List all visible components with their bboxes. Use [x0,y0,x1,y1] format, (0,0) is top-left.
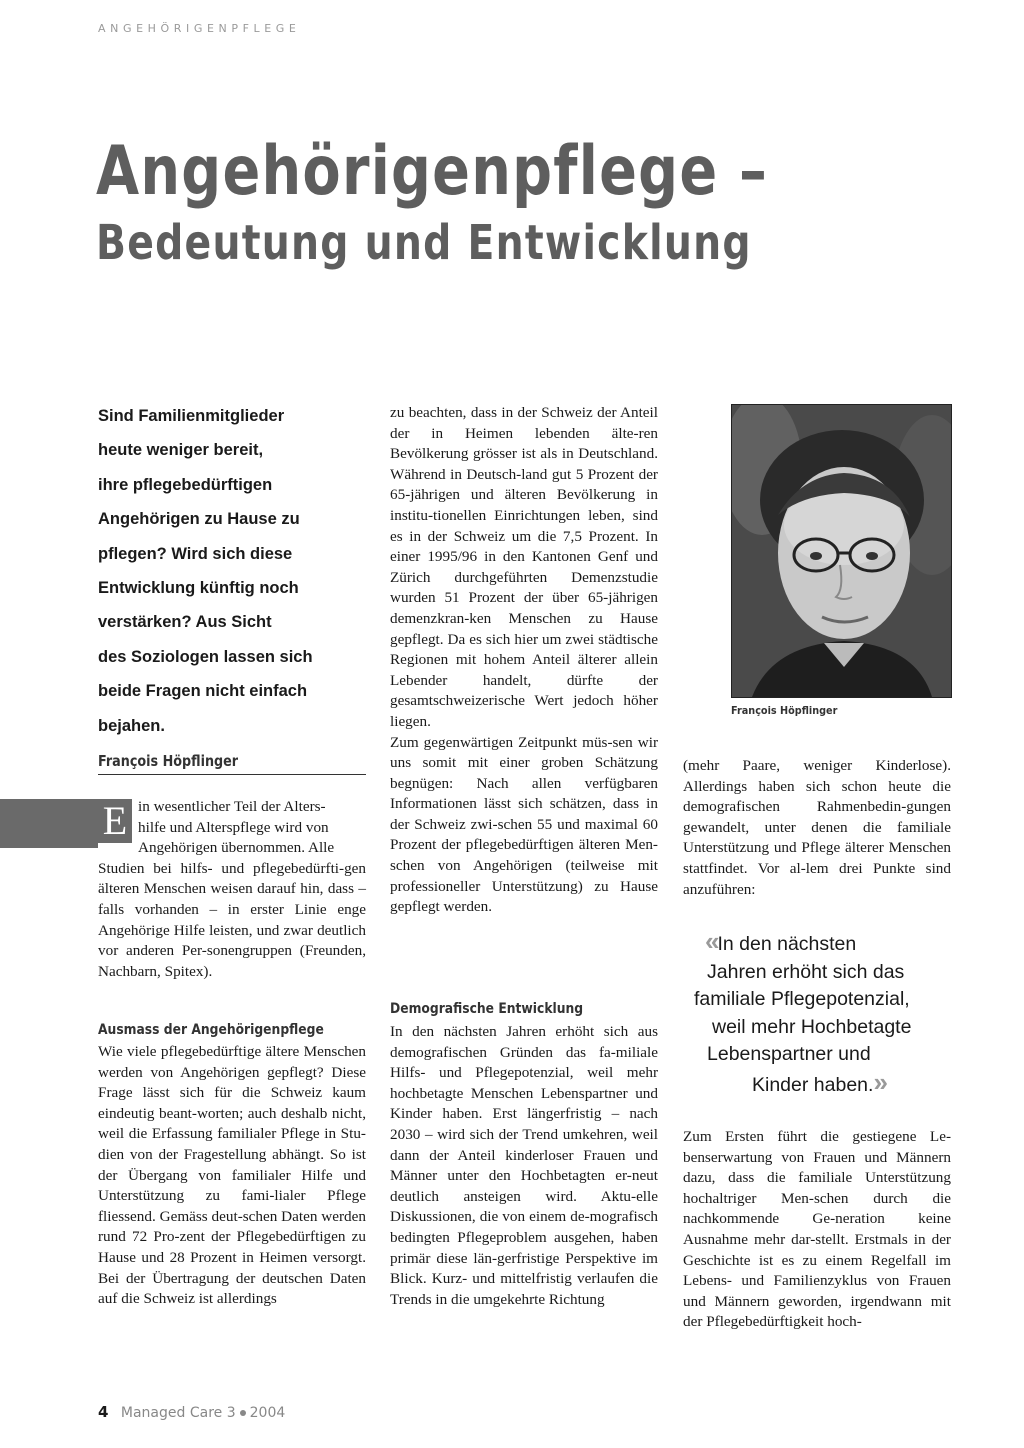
paragraph: zu beachten, dass in der Schweiz der Anteil der in Heimen lebenden älte-ren Bevölkerung grösser ist als in Deutschland. Während in Deutsch-land gut 5 Prozent der 65-jährigen und älteren Bevölkerung in institu-tionellen Einrichtungen leben, sind es in der Schweiz um die 7,5 Prozent. In einer 1995/96 in den Kantonen Genf und Zürich durchgeführten Demenzstudie wurden 51 Prozent der über 65-jährigen demenzkran-ken Menschen zu Hause gepflegt. Da es sich hier um zwei städtische Regionen mit hohem Anteil älterer allein Lebender handelt, dürfte der gesamtschweizerische Wert jedoch höher liegen. [390,404,658,730]
lead-text [98,399,366,743]
page-footer [98,1403,285,1421]
lead-line: beide Fragen nicht einfach [98,682,308,701]
paragraph: Wie viele pflegebedürftige ältere Menschen werden von Angehörigen gepflegt? Diese Frage lässt sich für die Schweiz kaum eindeutig beant-worten; auch deshalb nicht, weil die Erfassung familialer Pflege in Stu-dien von der Fragestellung abhängt. So ist der Übergang von familialer Hilfe und Unterstützung zu fami-lialer Pflege fliessend. Gemäss deut-schen Daten werden rund 72 Pro-zent der Pflegebedürftigen zu Hause und 28 Prozent in Heimen versorgt. Bei der Übertragung der deutschen Daten auf die Schweiz ist allerdings [98,1043,366,1308]
quote-line: familiale Pflegepotenzial, [694,988,910,1011]
lead-line: ihre pflegebedürftigen [98,475,273,494]
lead-line: des Soziologen lassen sich [98,647,313,666]
column-1 [98,797,366,982]
author-byline [98,752,366,775]
quote-line: Lebenspartner und [707,1043,871,1066]
drop-cap: E [98,799,132,843]
column-2 [390,403,658,918]
photo-caption [731,704,852,717]
column-3 [683,756,951,900]
column-2-continued [390,1022,658,1310]
close-quote-mark: » [873,1066,886,1097]
paragraph: In den nächsten Jahren erhöht sich aus demografischen Gründen das fa-miliale Hilfs- und Pflegepotenzial, weil mehr hochbetagte Menschen Lebenspartner und Kinder haben. Erst längerfristig – nach 2030 – wird sich der Trend umkehren, weil dann der Anteil kinderloser Frauen und Männer unter den Hochbetagten er-neut deutlich ansteigen wird. Aktu-elle Diskussionen, die von einem de-mografisch bedingten Pflegeproblem ausgehen, haben primär diese län-gerfristige Perspektive im Blick. Kurz- und mittelfristig verlaufen die Trends in die umgekehrte Richtung [390,1023,658,1308]
author-name: François Höpflinger [98,752,239,770]
lead-line: verstärken? Aus Sicht [98,613,272,632]
intro-hang-line: in wesentlicher Teil der Alters- [138,798,326,815]
title-line-1: Angehörigenpflege – [96,132,769,211]
intro-hang-line: hilfe und Alterspflege wird von [138,818,329,836]
article-title [96,130,768,272]
intro-hang-line: Angehörigen übernommen. Alle [138,839,335,857]
quote-line: Jahren erhöht sich das [707,960,905,983]
subhead-text: Demografische Entwicklung [390,1001,584,1017]
issue-year: 2004 [249,1405,286,1421]
paragraph: Zum Ersten führt die gestiegene Le-benserwartung von Frauen und Männern dazu, dass die familiale Unterstützung hochaltriger Men-schen durch die nachkommende Ge-neration keine Ausnahme mehr dar-stellt. Erstmals in der Geschichte ist es zu einem Regelfall im Lebens- und Familienzyklus von Frauen und Männern geworden, irgendwann mit der Pflegebedürftigkeit hoch- [683,1128,951,1331]
lead-line: Sind Familienmitglieder [98,407,285,425]
column-3-continued [683,1127,951,1333]
open-quote-mark: « [705,926,718,956]
author-photo [731,404,952,698]
lead-line: bejahen. [98,716,165,735]
paragraph: (mehr Paare, weniger Kinderlose). Allerdings haben sich schon heute die demografischen Rahmenbedin-gungen gewandelt, unter denen die familiale Unterstützung und Pflege älterer Menschen stattfindet. Vor al-lem drei Punkte sind anzuführen: [683,757,951,898]
lead-line: heute weniger bereit, [98,441,264,460]
lead-line: Angehörigen zu Hause zu [98,510,300,529]
journal-name: Managed Care [120,1405,223,1421]
caption-text: François Höpflinger [731,704,838,717]
page-number: 4 [98,1403,109,1421]
lead-line: pflegen? Wird sich diese [98,544,293,563]
title-line-2: Bedeutung und Entwicklung [96,215,752,271]
running-head: ANGEHÖRIGENPFLEGE [98,22,301,35]
quote-line: weil mehr Hochbetagte [712,1015,912,1038]
subhead-demografische [390,1001,617,1017]
bullet-dot [240,1410,246,1416]
quote-line: Kinder haben. [752,1073,874,1096]
subhead-ausmass [98,1022,364,1038]
lead-line: Entwicklung künftig noch [98,579,299,598]
pull-quote [683,928,951,1100]
portrait-illustration [732,405,951,697]
issue-number: 3 [226,1405,236,1421]
subhead-text: Ausmass der Angehörigenpflege [98,1022,324,1038]
paragraph: Zum gegenwärtigen Zeitpunkt müs-sen wir uns somit mit einer groben Schätzung begnügen: Nach allen verfügbaren Informationen lässt sich schätzen, dass in der Schweiz zwi-schen 55 und maximal 60 Prozent der pflegebedürftigen älteren Men-schen von Angehörigen (teilweise mit professioneller Unterstützung) zu Hause gepflegt werden. [390,733,658,916]
column-1-continued [98,1042,366,1310]
quote-line: In den nächsten [717,933,857,955]
intro-paragraph: Studien bei hilfs- und pflegebedürfti-gen älteren Menschen weisen darauf hin, dass – falls vorhanden – in erster Linie enge Angehörige Hilfe leisten, und zwar deutlich vor anderen Per-sonengruppen (Freunden, Nachbarn, Spitex). [98,859,366,980]
side-accent-bar [0,799,98,848]
